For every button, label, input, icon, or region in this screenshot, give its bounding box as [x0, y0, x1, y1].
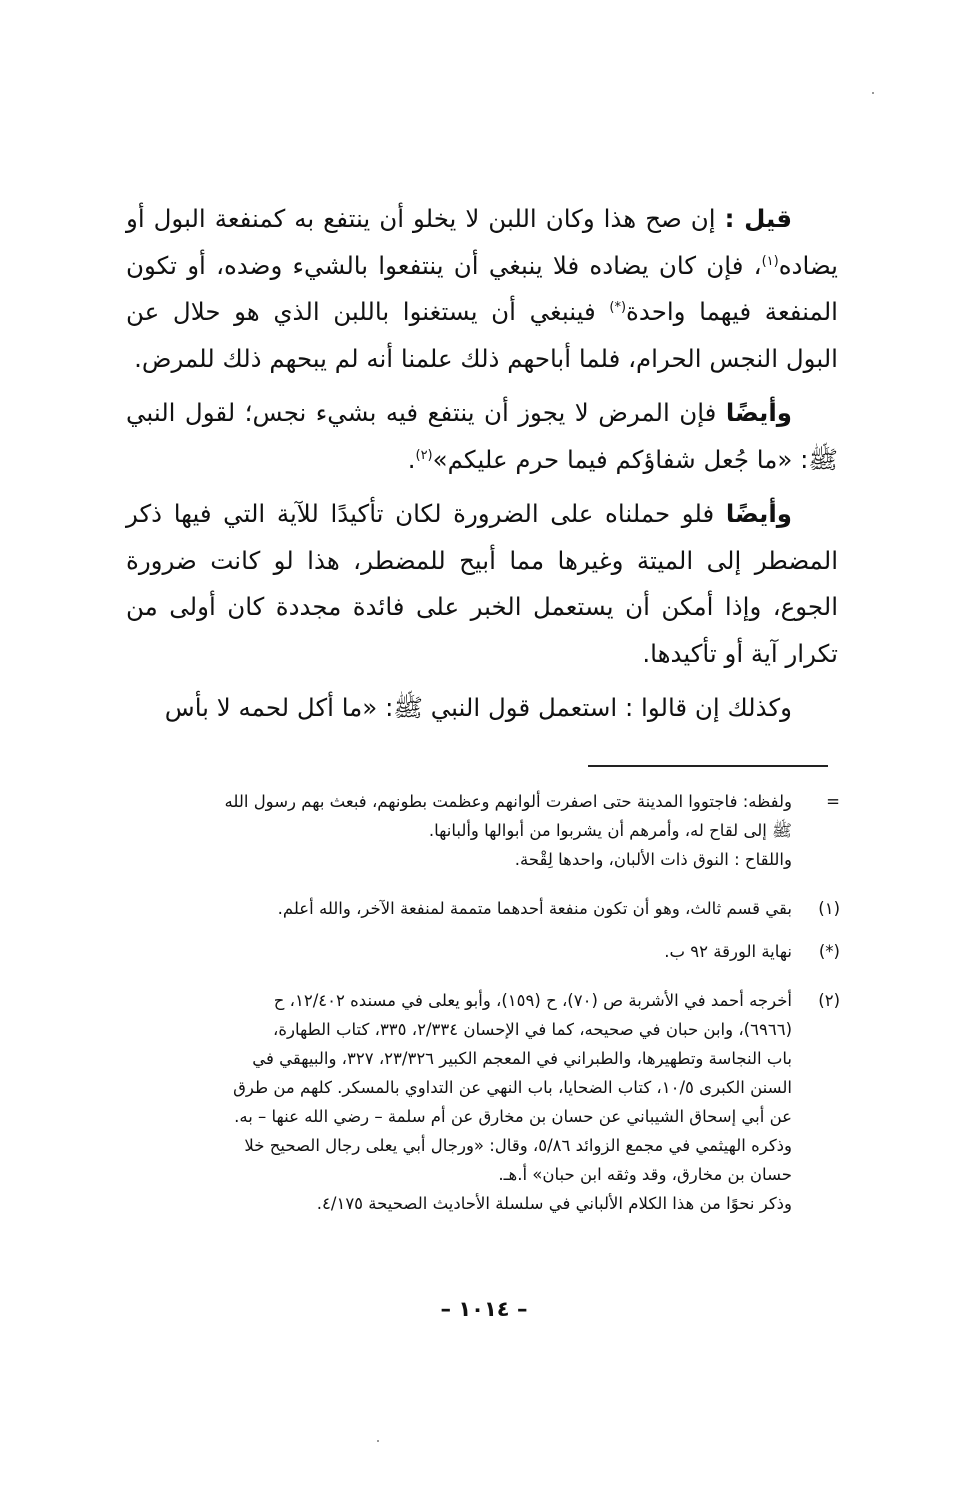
footnote-2-mark: (٢) — [818, 991, 840, 1010]
paragraph-1-text-c: فينبغي أن يستغنوا باللبن الذي هو حلال عن البول النجس الحرام، فلما أباحهم ذلك علمنا أنه لم يبحهم ذلك للمرض. — [126, 297, 838, 373]
paragraph-1-text-a: إن صح هذا وكان اللبن لا يخلو أن ينتفع به كمنفعة البول أو يضاده — [126, 204, 838, 280]
footnote-line: ﷺ إلى لقاح له، وأمرهم أن يشربوا من أبوالها وألبانها. — [428, 821, 792, 840]
footnote-line: السنن الكبرى ١٠/٥، كتاب الضحايا، باب النهي عن التداوي بالمسكر. كلهم من طرق — [233, 1078, 792, 1097]
footnote-continuation — [124, 787, 840, 874]
footnote-line: واللقاح : النوق ذات الألبان، واحدها لِقْحة. — [514, 850, 792, 869]
paragraph-1-text-b: ، فإن كان يضاده فلا ينبغي أن ينتفعوا بالشيء وضده، أو تكون المنفعة فيهما واحدة — [126, 250, 838, 326]
paragraph-4 — [126, 685, 838, 732]
footnote-star — [124, 937, 840, 966]
paragraph-2-text-a: فإن المرض لا يجوز أن ينتفع فيه بشيء نجس؛ لقول النبي ﷺ: «ما جُعل شفاؤكم فيما حرم عليكم» — [126, 398, 838, 474]
paragraph-2-lead: وأيضًا — [725, 398, 792, 427]
footnote-2-body — [124, 986, 792, 1218]
scan-speck — [377, 1440, 379, 1442]
footnote-line: وذكر نحوًا من هذا الكلام الألباني في سلسلة الأحاديث الصحيحة ٤/١٧٥. — [316, 1194, 792, 1213]
paragraph-1 — [126, 196, 838, 382]
footnote-line: حسان بن مخارق، وقد وثقه ابن حبان» أ.هـ. — [498, 1165, 792, 1184]
paragraph-1-lead: قيل : — [724, 204, 792, 233]
footnote-line: (٦٩٦٦)، وابن حبان في صحيحه، كما في الإحسان ٢/٣٣٤، ٣٣٥، كتاب الطهارة، — [273, 1020, 792, 1039]
footnotes — [124, 787, 840, 1218]
footnote-line: أخرجه أحمد في الأشربة ص (٧٠)، ح (١٥٩)، وأبو يعلى في مسنده ١٢/٤٠٢، ح — [273, 991, 792, 1010]
footnote-ref-2: (٢) — [415, 447, 433, 463]
paragraph-3 — [126, 491, 838, 677]
paragraph-2-text-b: . — [407, 444, 416, 474]
page-number: – ١٠١٤ – — [440, 1297, 528, 1321]
footnote-continuation-body — [124, 787, 792, 874]
main-text — [126, 196, 838, 740]
paragraph-2 — [126, 390, 838, 483]
footnote-1-mark: (١) — [818, 899, 840, 918]
footnote-star-text: نهاية الورقة ٩٢ ب. — [664, 942, 792, 961]
footnote-line: عن أبي إسحاق الشيباني عن حسان بن مخارق عن أم سلمة – رضي الله عنها – به. — [234, 1107, 792, 1126]
footnote-line: ولفظه: فاجتووا المدينة حتى اصفرت ألوانهم وعظمت بطونهم، فبعث بهم رسول الله — [224, 792, 792, 811]
footnote-line: باب النجاسة وتطهيرها، والطبراني في المعجم الكبير ٢٣/٣٢٦، ٣٢٧، والبيهقي في — [252, 1049, 792, 1068]
footnote-ref-star: (*) — [609, 299, 627, 315]
footnote-line: وذكره الهيثمي في مجمع الزوائد ٥/٨٦، وقال: «ورجال أبي يعلى رجال الصحيح خلا — [244, 1136, 792, 1155]
paragraph-3-text: فلو حملناه على الضرورة لكان تأكيدًا للآية التي فيها ذكر المضطر إلى الميتة وغيرها مما أبيح للمضطر، هذا لو كانت ضرورة الجوع، وإذا أمكن أن يستعمل الخبر على فائدة مجددة كان أولى من تكرار آية أو تأكيدها. — [126, 499, 838, 668]
footnote-1 — [124, 894, 840, 923]
footnote-ref-1: (١) — [761, 253, 779, 269]
footnote-1-text: بقي قسم ثالث، وهو أن تكون منفعة أحدهما متممة لمنفعة الآخر، والله أعلم. — [277, 899, 792, 918]
footnote-2 — [124, 986, 840, 1218]
footnote-continuation-mark: = — [826, 792, 840, 811]
footnote-star-mark: (*) — [818, 942, 840, 961]
paragraph-4-text: وكذلك إن قالوا : استعمل قول النبي ﷺ: «ما أكل لحمه لا بأس — [164, 693, 792, 722]
footnote-separator — [588, 765, 828, 767]
scan-speck — [872, 92, 874, 94]
paragraph-3-lead: وأيضًا — [725, 499, 792, 528]
